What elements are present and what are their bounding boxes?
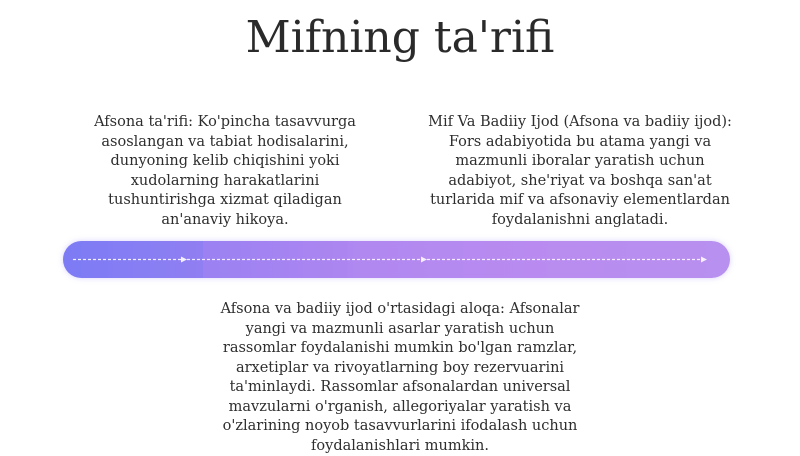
arrow-head-icon: [421, 257, 427, 263]
relationship-text-block: Afsona va badiiy ijod o'rtasidagi aloqa: Afsonalar yangi va mazmunli asarlar yaratish uchun rassomlar foydalanishi mumkin bo'lgan ramzlar, arxetiplar va rivoyatlarning boy rezervuarini ta'minlaydi. Rassomlar afsonalardan universal mavzularni o'rganish, allegoriyalar yaratish va o'zlarining noyob tasavvurlarini ifodalash uchun foydalanishlari mumkin.: [220, 301, 580, 454]
myth-and-art-text-block: Mif Va Badiiy Ijod (Afsona va badiiy ijod): Fors adabiyotida bu atama yangi va mazmunli iboralar yaratish uchun adabiyot, she'riyat va boshqa san'at turlarida mif va afsonaviy elementlardan foydalanishni anglatadi.: [428, 114, 732, 228]
arrow-head-icon: [181, 257, 187, 263]
timeline-arrows: [63, 241, 730, 278]
definition-text-block: Afsona ta'rifi: Ko'pincha tasavvurga asoslangan va tabiat hodisalarini, dunyoning kelib chiqishini yoki xudolarning harakatlarini tushuntirishga xizmat qiladigan an'anaviy hikoya.: [94, 114, 356, 228]
page-title: Mifning ta'rifi: [245, 12, 555, 63]
timeline-bar: [63, 241, 730, 278]
arrow-head-icon: [701, 257, 707, 263]
